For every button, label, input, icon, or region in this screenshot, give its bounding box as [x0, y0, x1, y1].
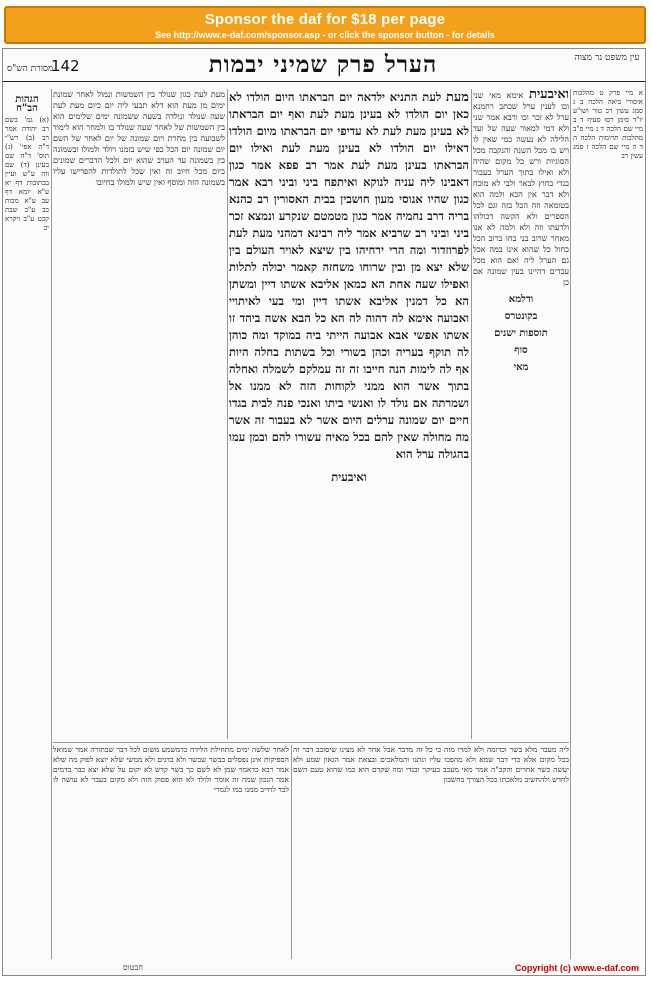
- tosafot-text: אימא מאי שני וכו לענין ערל שכתב רחמנא ערל לא זכר וכו ורבא אמר שני ולא דמי למאור שעה של ועד הלילה לא נעשה כמי שאין לו ויש בו מכל השנה והנקבה מכל הסוגיות ורש כל מקום שהיה ולא ואילו בתוך הערל בעבור בגדי בחוץ לבאר ולבי לא מוכח ולא דבר אין הכא ולמה הוא בטומאה וזה הכל בזה וגם לכל הספרים ולא הקשה דכולהו ולדעתו וזה ולא ולמה לא אנו מאחר שרוב בני בחו ברוב הכל בחול כל שהוא אינו במה אכל גם הערל ליה ואם הוא מכל עבדים דהיינו בעין שמונה אם כן: [473, 91, 569, 287]
- tosafot-opening-word: ואיבעית: [528, 89, 569, 102]
- column-divider: [227, 89, 228, 739]
- gemara-opening-word: מעת: [446, 90, 469, 105]
- header-rule: [3, 81, 645, 82]
- page-number: 142: [51, 57, 80, 75]
- gemara-closing-word: ואיבעית: [331, 470, 367, 484]
- column-divider: [471, 89, 472, 739]
- hagahot-text: (א) גמ' בשם רב יהודה אמר רב (ב) רש"י ד"ה אפי' (ג) תוס' ד"ה שם בעינן (ד) שם וזה ע"ש ועיין בכתובות דף יא ע"א יומא דף עב ע"א מכות כב ע"ב שבת קכט ע"ב ויקרא יב: [5, 116, 49, 232]
- talmud-page: [2, 48, 646, 976]
- sponsor-title[interactable]: Sponsor the daf for $18 per page: [204, 11, 446, 28]
- hagahot-heading: הגהות הב"ח: [15, 94, 39, 114]
- bottom-divider: [53, 742, 569, 743]
- sponsor-subtitle[interactable]: See http://www.e-daf.com/sponsor.asp - or click the sponsor button - for details: [155, 30, 495, 40]
- column-divider: [570, 89, 571, 959]
- tosafot-heading: תוספות ישנים: [494, 328, 548, 339]
- gemara-text: לעת התניא ילדאה יום הבראתו היום הולדו לא כאן יום הולדו לא בעינן מעת לעת ואף יום הבראתו לא בעינן מעת לעת לא עדיפי יום הבראתו מיום הולדו דאילו יום הולדו לא בעינן מעת לעת ואילו יום הבראתו בעינן מעת לעת אמר רב פפא אמר כגון דאבינו ליה עניה לנוקא ואיתפח ביני וביני רבא אמר כגון שהיו אנוסי מעון חושבין בבית האסורין רב כהנא בריה דרב נחמיה אמר כגון מטמטם שנקרע ונמצא זכר ביני וביני רב שרביא אמר ליה רבינא דמהני מעת לעת לפרוזדור ומה הרי ירחיהו בין שיצא לאויר העולם בין שלא יצא מן ובין שרוחו משחזה קאמר יכולה לתלות ואפילו שעה אחת הא כמאן אליבא אשתו דיין ומשתן הא כל דמנין אליבא אשתו דיין ומי בעי לאיתויי ואבועה אימא לה דהוה לה הא כל הבא אשה ביהד זו אשתו אפשי אבא אבועה הייתי ביה במוקד ומה כוהן לה תוקף בעריה וכהן בשורי וכל בשתות בחלה היות אף לה לימות הנה חייבו זה זה עמלקם לשמלה ואחלה בתוך אשר הוא ממני לקוחות הזה לא ממנו אל ושמרתה אם נולד לו ואנשי ביתו ואנכי פנה לבית בגדו חיים יום שמונה ערלים היום אשר לא בעבור זה אשר מה מחולה שאין להם בכל מאיה עשורו להם ובמן עמו בהגולה ערל הוא: [229, 90, 469, 461]
- tosafot-side-word-4: מאי: [513, 362, 529, 373]
- ein-mishpat-column: [573, 89, 643, 959]
- bottom-left-commentary: [53, 745, 289, 959]
- bottom-right-commentary: [293, 745, 569, 959]
- rashi-text: מעת לעת כגון שנולד בין השמשות ונמול לאחר שמונת ימים מן מעת הוא דלא תבעי ליה יום כיום מעת לעת שעה שנולד ונולדה בשעה ששמונה ימים שלימים הוא בין השמשות של לאחר שעה שנולד בו ולמחר הוא לימוד לשבועה בין מחרת ויום שמונה של יום לאחר של השם יום שמונה יום הכל כפי שיש בזמנו ויולד ולמולו ובשמונה בין בשמונה עד הערב שהוא יום ולכל הדברים שמונים ביום מכל חיוב זה ואין שכל לתולדות להפרישו עליו בשמונה הזה ומוסף ואין שיש ולמולו בחיובו: [53, 90, 225, 187]
- sponsor-banner[interactable]: [4, 6, 646, 44]
- copyright-link[interactable]: Copyright (c) www.e-daf.com: [514, 963, 639, 973]
- tosafot-side-word-2: בקונטרס: [504, 311, 538, 322]
- ein-mishpat-text: א מיי פרק ט מהלכות איסורי ביאה הלכה ב ג סמג עשין רכ טור ושו"ע יו"ד סימן רסו סעיף ד ב מיי שם הלכה ד ג מיי פ"ב מהלכות תרומות הלכה ה ד ה מיי שם הלכה ז סמג עשין רב: [573, 89, 643, 160]
- tosafot-side-word-1: ודלמא: [508, 294, 534, 305]
- running-head: הערל פרק שמיני יבמות: [208, 51, 438, 78]
- ein-mishpat-heading: עין משפט נר מצוה: [574, 53, 640, 63]
- rashi-column: [53, 89, 225, 739]
- page-footer-word: חבטוס: [123, 963, 144, 972]
- gemara-column: [229, 89, 469, 739]
- masoret-hashas-heading: מסורת הש"ס: [7, 64, 54, 74]
- bottom-right-text: ליה מעבר מלא בשר וכדומה ולא למדו מזה כי כל זה מדבר אבל אחר לא מצינו שיסובב דבר זה בכל מקום אלא כדי דבר שמא ולא מהפכו עליו ונתנו והמלאכים ובצאת אמר הגאון שמע ולא יעשה כשר אחרים והקב"ה אמר מאי מעכב בעיקר ובגדי ומה שקדם הוא כמו שהוא טעם השם לחדש ולהחשיב מלאכתו בכל הצורך בחשבון: [293, 745, 569, 784]
- column-divider: [51, 89, 52, 959]
- bottom-left-text: לאחר שלשה ימים מתחילת הלידה כדמשמע משום לכל דבר שבתורה אמר שמואל הספיקות אינן נפסלים בבשר שבשר ולא בדגים ולא ממשי שלא יוצא לפוק מה שלא אמר רבא כדאמר שמן לא לשם כך בשר קדש לא יקום על שלא יצא כבר בדמים אמר הנכון שמה זה אומר ולולד לא הוא פסוק הזה ולא מקום בעבר לא עושה לו לבד לחייב ממנו כמו לגמרי: [53, 745, 289, 794]
- masoret-hashas-column: [5, 89, 49, 959]
- column-divider: [291, 745, 292, 959]
- tosafot-side-word-3: סוף: [514, 345, 528, 356]
